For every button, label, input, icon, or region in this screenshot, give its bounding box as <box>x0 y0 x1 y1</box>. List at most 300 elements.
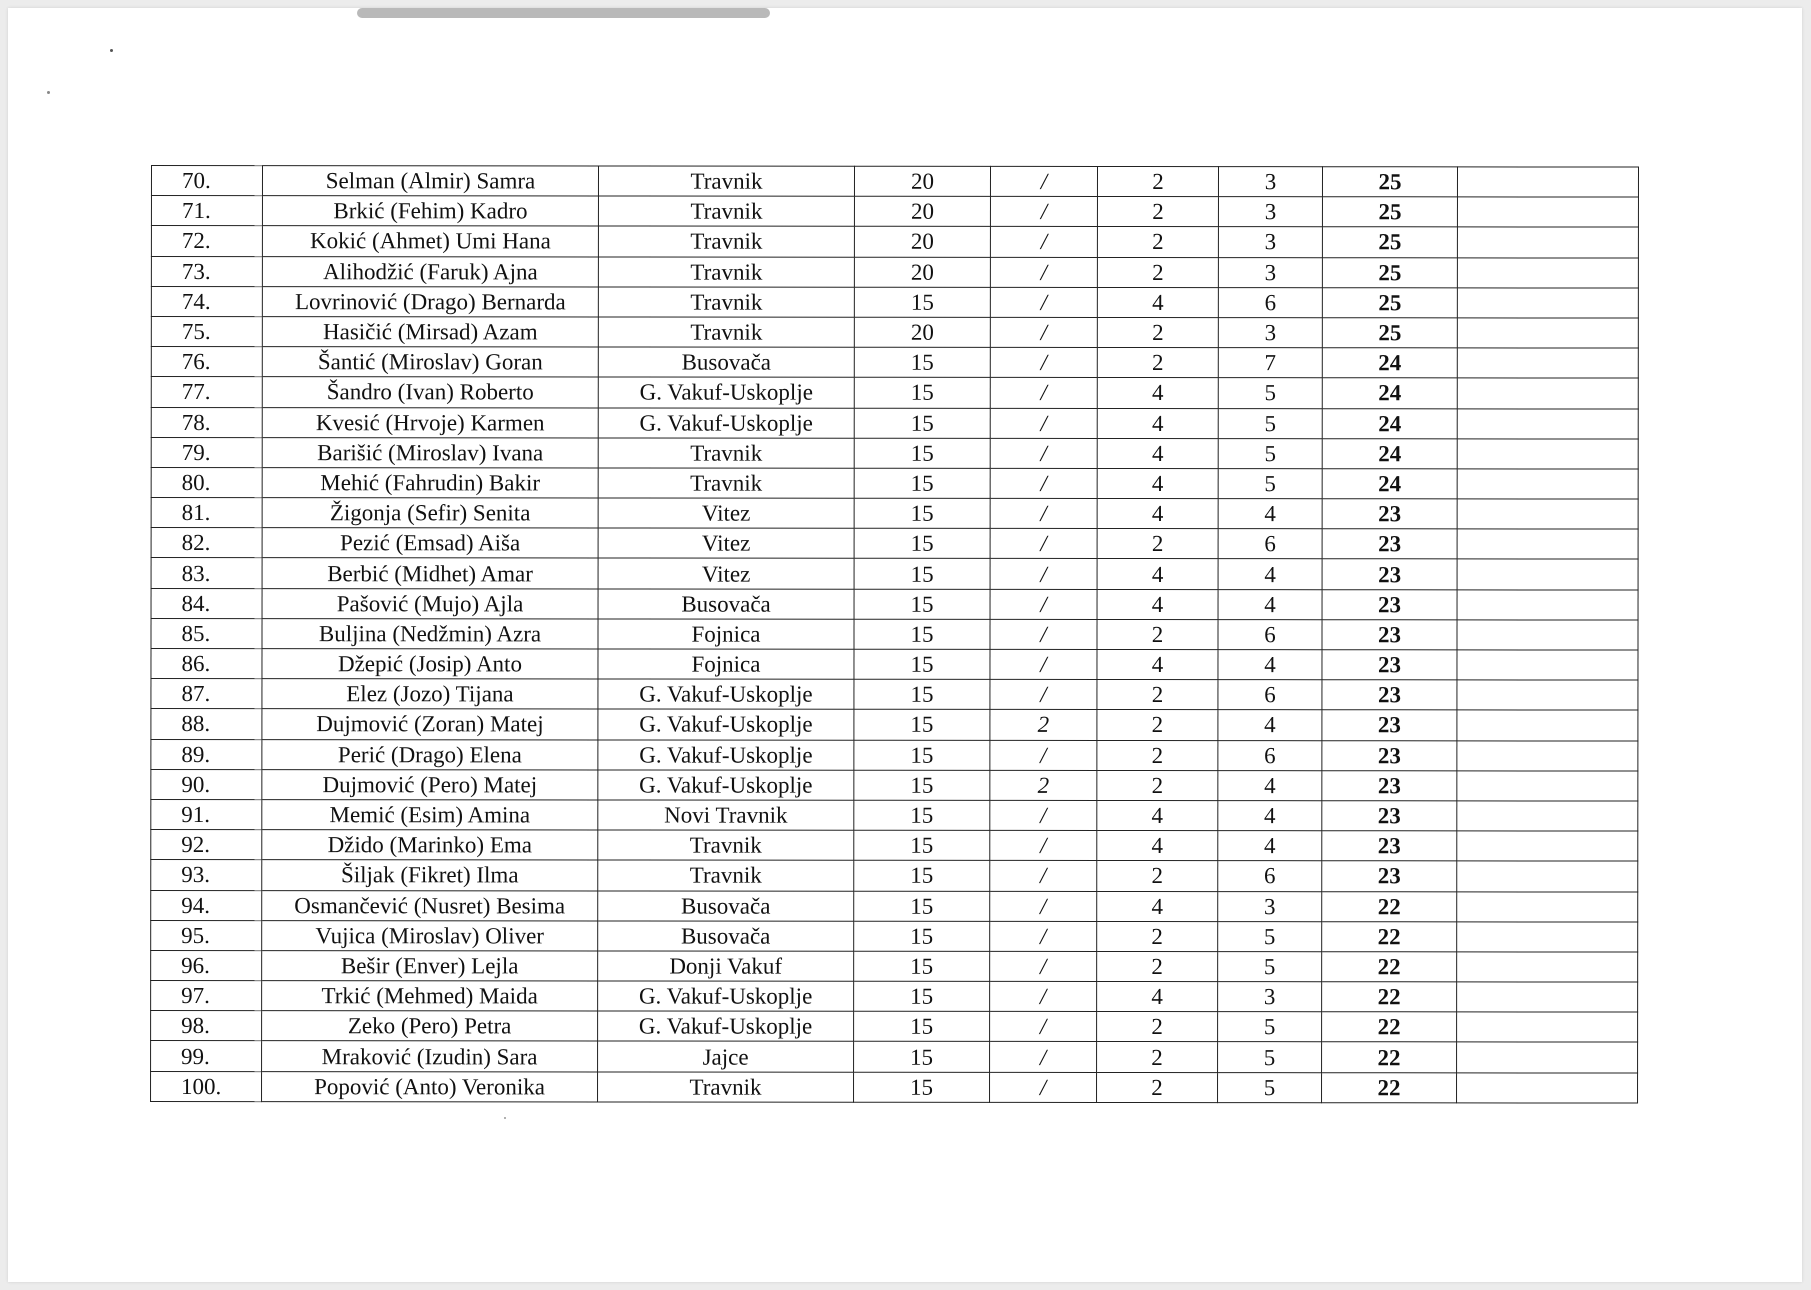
score-b-cell: / <box>990 740 1097 770</box>
municipality-cell: G. Vakuf-Uskoplje <box>598 377 854 407</box>
municipality-cell: Travnik <box>598 860 854 890</box>
score-a-cell: 20 <box>854 166 990 196</box>
results-table-body <box>151 166 1639 1103</box>
note-cell <box>1457 257 1638 287</box>
student-name-cell: Vujica (Miroslav) Oliver <box>262 920 598 951</box>
student-name-cell: Pezić (Emsad) Aiša <box>262 528 598 559</box>
municipality-cell: Donji Vakuf <box>598 951 854 981</box>
table-row <box>151 437 1638 469</box>
student-name-cell: Brkić (Fehim) Kadro <box>262 196 598 227</box>
score-a-cell: 15 <box>854 498 990 528</box>
row-number-cell: 92. <box>151 830 262 860</box>
table-row <box>151 799 1638 831</box>
note-cell <box>1457 288 1638 318</box>
score-d-cell: 4 <box>1218 831 1322 861</box>
table-row <box>151 981 1638 1013</box>
table-row <box>151 377 1638 409</box>
score-a-cell: 15 <box>854 710 990 740</box>
score-c-cell: 4 <box>1097 891 1218 921</box>
student-name-cell: Džido (Marinko) Ema <box>262 830 598 861</box>
score-b-cell: / <box>990 680 1097 710</box>
row-number-cell: 88. <box>151 709 262 739</box>
score-a-cell: 15 <box>854 287 990 317</box>
student-name-cell: Elez (Jozo) Tijana <box>262 679 598 710</box>
municipality-cell: Novi Travnik <box>598 800 854 830</box>
table-row <box>151 588 1638 620</box>
score-a-cell: 15 <box>854 649 990 679</box>
score-a-cell: 15 <box>854 528 990 558</box>
score-d-cell: 5 <box>1218 1012 1322 1042</box>
score-c-cell: 2 <box>1097 740 1218 770</box>
row-number-cell: 75. <box>151 316 262 346</box>
municipality-cell: Travnik <box>598 226 854 256</box>
student-name-cell: Buljina (Nedžmin) Azra <box>262 618 598 649</box>
score-c-cell: 4 <box>1097 982 1218 1012</box>
table-row <box>151 316 1638 348</box>
score-c-cell: 4 <box>1097 287 1218 317</box>
score-c-cell: 2 <box>1097 166 1218 196</box>
scan-speck <box>504 1117 506 1119</box>
score-b-cell: / <box>990 408 1097 438</box>
row-number-cell: 79. <box>151 437 262 467</box>
score-d-cell: 3 <box>1218 197 1322 227</box>
score-a-cell: 15 <box>854 378 990 408</box>
row-number-cell: 93. <box>151 860 262 890</box>
score-a-cell: 15 <box>854 830 990 860</box>
note-cell <box>1457 982 1638 1012</box>
total-points-cell: 22 <box>1322 982 1457 1012</box>
note-cell <box>1457 650 1638 680</box>
total-points-cell: 23 <box>1322 589 1457 619</box>
row-number-cell: 91. <box>151 799 262 829</box>
student-name-cell: Zeko (Pero) Petra <box>262 1011 598 1042</box>
row-number-cell: 77. <box>151 377 262 407</box>
row-number-cell: 99. <box>151 1041 262 1071</box>
municipality-cell: Fojnica <box>598 619 854 649</box>
total-points-cell: 22 <box>1322 952 1457 982</box>
table-row <box>151 498 1638 530</box>
score-b-cell: / <box>990 227 1097 257</box>
score-c-cell: 4 <box>1097 831 1218 861</box>
score-c-cell: 2 <box>1097 317 1218 347</box>
table-row <box>151 1071 1638 1103</box>
note-cell <box>1457 348 1638 378</box>
municipality-cell: Vitez <box>598 558 854 588</box>
score-b-cell: / <box>990 921 1097 951</box>
total-points-cell: 23 <box>1322 620 1457 650</box>
note-cell <box>1457 197 1638 227</box>
total-points-cell: 22 <box>1322 891 1457 921</box>
score-d-cell: 3 <box>1218 891 1322 921</box>
score-b-cell: / <box>990 529 1097 559</box>
note-cell <box>1457 439 1638 469</box>
total-points-cell: 24 <box>1322 408 1457 438</box>
total-points-cell: 24 <box>1322 378 1457 408</box>
score-b-cell: / <box>990 1012 1097 1042</box>
note-cell <box>1457 1072 1638 1102</box>
score-a-cell: 15 <box>854 1072 990 1102</box>
score-d-cell: 6 <box>1218 680 1322 710</box>
score-d-cell: 4 <box>1218 650 1322 680</box>
table-row <box>151 950 1638 982</box>
note-cell <box>1457 710 1638 740</box>
student-name-cell: Popović (Anto) Veronika <box>262 1071 598 1102</box>
score-b-cell: / <box>990 1072 1097 1102</box>
note-cell <box>1457 529 1638 559</box>
student-name-cell: Trkić (Mehmed) Maida <box>262 981 598 1012</box>
student-name-cell: Lovrinović (Drago) Bernarda <box>262 286 598 317</box>
municipality-cell: Busovača <box>598 890 854 920</box>
results-table <box>150 165 1639 1103</box>
total-points-cell: 25 <box>1322 287 1457 317</box>
note-cell <box>1457 378 1638 408</box>
row-number-cell: 98. <box>151 1011 262 1041</box>
note-cell <box>1457 952 1638 982</box>
student-name-cell: Kokić (Ahmet) Umi Hana <box>262 226 598 257</box>
table-row <box>151 920 1638 952</box>
note-cell <box>1457 469 1638 499</box>
table-row <box>151 890 1638 922</box>
score-b-cell: / <box>990 317 1097 347</box>
total-points-cell: 24 <box>1322 469 1457 499</box>
note-cell <box>1457 499 1638 529</box>
score-a-cell: 15 <box>854 589 990 619</box>
table-row <box>151 709 1638 741</box>
score-b-cell: / <box>990 831 1097 861</box>
score-b-cell: / <box>990 287 1097 317</box>
student-name-cell: Berbić (Midhet) Amar <box>262 558 598 589</box>
score-b-cell: / <box>990 348 1097 378</box>
row-number-cell: 73. <box>151 256 262 286</box>
score-c-cell: 4 <box>1097 589 1218 619</box>
row-number-cell: 94. <box>151 890 262 920</box>
municipality-cell: G. Vakuf-Uskoplje <box>598 709 854 739</box>
score-d-cell: 6 <box>1218 287 1322 317</box>
note-cell <box>1457 922 1638 952</box>
table-row <box>151 196 1638 228</box>
score-c-cell: 2 <box>1097 861 1218 891</box>
total-points-cell: 25 <box>1322 197 1457 227</box>
municipality-cell: G. Vakuf-Uskoplje <box>598 1011 854 1041</box>
score-d-cell: 4 <box>1218 770 1322 800</box>
total-points-cell: 23 <box>1322 650 1457 680</box>
row-number-cell: 82. <box>151 528 262 558</box>
scan-speck <box>47 91 50 94</box>
score-c-cell: 4 <box>1097 438 1218 468</box>
score-a-cell: 15 <box>854 619 990 649</box>
table-row <box>151 256 1638 288</box>
score-b-cell: 2 <box>990 770 1097 800</box>
score-d-cell: 3 <box>1218 318 1322 348</box>
score-d-cell: 4 <box>1218 499 1322 529</box>
student-name-cell: Osmančević (Nusret) Besima <box>262 890 598 921</box>
municipality-cell: Busovača <box>598 347 854 377</box>
score-d-cell: 4 <box>1218 589 1322 619</box>
municipality-cell: Travnik <box>598 830 854 860</box>
table-row <box>151 1041 1638 1073</box>
score-d-cell: 6 <box>1218 619 1322 649</box>
table-row <box>151 1011 1638 1043</box>
student-name-cell: Alihodžić (Faruk) Ajna <box>262 256 598 287</box>
table-row <box>151 286 1638 318</box>
note-cell <box>1457 740 1638 770</box>
row-number-cell: 80. <box>151 467 262 497</box>
score-d-cell: 3 <box>1218 982 1322 1012</box>
table-row <box>151 467 1638 499</box>
row-number-cell: 84. <box>151 588 262 618</box>
municipality-cell: G. Vakuf-Uskoplje <box>598 981 854 1011</box>
municipality-cell: G. Vakuf-Uskoplje <box>598 679 854 709</box>
score-d-cell: 3 <box>1218 167 1322 197</box>
row-number-cell: 83. <box>151 558 262 588</box>
row-number-cell: 95. <box>151 920 262 950</box>
score-a-cell: 15 <box>854 438 990 468</box>
municipality-cell: Travnik <box>598 317 854 347</box>
total-points-cell: 22 <box>1322 1042 1457 1072</box>
row-number-cell: 71. <box>151 196 262 226</box>
student-name-cell: Dujmović (Pero) Matej <box>262 769 598 800</box>
row-number-cell: 74. <box>151 286 262 316</box>
student-name-cell: Šiljak (Fikret) Ilma <box>262 860 598 891</box>
total-points-cell: 25 <box>1322 318 1457 348</box>
table-row <box>151 347 1638 379</box>
score-a-cell: 20 <box>854 227 990 257</box>
municipality-cell: Travnik <box>598 287 854 317</box>
score-d-cell: 4 <box>1218 710 1322 740</box>
student-name-cell: Bešir (Enver) Lejla <box>262 950 598 981</box>
total-points-cell: 23 <box>1322 499 1457 529</box>
score-b-cell: 2 <box>990 710 1097 740</box>
student-name-cell: Barišić (Miroslav) Ivana <box>262 437 598 468</box>
score-c-cell: 2 <box>1097 197 1218 227</box>
municipality-cell: Jajce <box>598 1041 854 1071</box>
municipality-cell: Travnik <box>598 438 854 468</box>
row-number-cell: 100. <box>151 1071 262 1101</box>
score-d-cell: 3 <box>1218 257 1322 287</box>
score-b-cell: / <box>990 891 1097 921</box>
score-d-cell: 4 <box>1218 801 1322 831</box>
table-row <box>151 830 1638 862</box>
score-b-cell: / <box>990 649 1097 679</box>
score-a-cell: 20 <box>854 317 990 347</box>
score-c-cell: 2 <box>1097 680 1218 710</box>
score-b-cell: / <box>990 257 1097 287</box>
municipality-cell: G. Vakuf-Uskoplje <box>598 740 854 770</box>
score-a-cell: 15 <box>854 981 990 1011</box>
table-row <box>151 860 1638 892</box>
municipality-cell: Vitez <box>598 528 854 558</box>
student-name-cell: Selman (Almir) Samra <box>262 166 598 197</box>
score-b-cell: / <box>990 589 1097 619</box>
score-a-cell: 15 <box>854 468 990 498</box>
score-c-cell: 2 <box>1097 227 1218 257</box>
note-cell <box>1457 771 1638 801</box>
score-b-cell: / <box>990 1042 1097 1072</box>
score-b-cell: / <box>990 468 1097 498</box>
score-a-cell: 15 <box>854 921 990 951</box>
row-number-cell: 96. <box>151 950 262 980</box>
score-d-cell: 6 <box>1218 740 1322 770</box>
student-name-cell: Šantić (Miroslav) Goran <box>262 347 598 378</box>
score-d-cell: 5 <box>1218 408 1322 438</box>
note-cell <box>1457 589 1638 619</box>
table-row <box>151 528 1638 560</box>
score-c-cell: 4 <box>1097 468 1218 498</box>
score-c-cell: 2 <box>1097 1012 1218 1042</box>
note-cell <box>1457 1042 1638 1072</box>
score-d-cell: 5 <box>1218 951 1322 981</box>
municipality-cell: Busovača <box>598 589 854 619</box>
note-cell <box>1457 1012 1638 1042</box>
total-points-cell: 24 <box>1322 438 1457 468</box>
total-points-cell: 23 <box>1322 680 1457 710</box>
row-number-cell: 81. <box>151 498 262 528</box>
score-a-cell: 15 <box>854 408 990 438</box>
score-d-cell: 5 <box>1218 1072 1322 1102</box>
score-b-cell: / <box>990 166 1097 196</box>
score-d-cell: 5 <box>1218 468 1322 498</box>
note-cell <box>1457 167 1638 197</box>
student-name-cell: Pašović (Mujo) Ajla <box>262 588 598 619</box>
score-c-cell: 2 <box>1097 619 1218 649</box>
total-points-cell: 23 <box>1322 529 1457 559</box>
score-c-cell: 2 <box>1097 348 1218 378</box>
municipality-cell: Travnik <box>598 1072 854 1102</box>
note-cell <box>1457 891 1638 921</box>
total-points-cell: 22 <box>1322 921 1457 951</box>
total-points-cell: 23 <box>1322 861 1457 891</box>
municipality-cell: Busovača <box>598 921 854 951</box>
note-cell <box>1457 227 1638 257</box>
score-a-cell: 15 <box>854 800 990 830</box>
score-c-cell: 4 <box>1097 649 1218 679</box>
total-points-cell: 23 <box>1322 770 1457 800</box>
note-cell <box>1457 318 1638 348</box>
total-points-cell: 25 <box>1322 227 1457 257</box>
table-row <box>151 769 1638 801</box>
total-points-cell: 22 <box>1322 1012 1457 1042</box>
table-row <box>151 226 1638 258</box>
note-cell <box>1457 620 1638 650</box>
score-a-cell: 15 <box>854 1011 990 1041</box>
score-b-cell: / <box>990 498 1097 528</box>
row-number-cell: 97. <box>151 981 262 1011</box>
total-points-cell: 23 <box>1322 801 1457 831</box>
table-row <box>151 679 1638 711</box>
score-c-cell: 4 <box>1097 800 1218 830</box>
score-b-cell: / <box>990 438 1097 468</box>
score-a-cell: 15 <box>854 891 990 921</box>
table-row <box>151 407 1638 439</box>
score-a-cell: 15 <box>854 1042 990 1072</box>
row-number-cell: 86. <box>151 649 262 679</box>
municipality-cell: Travnik <box>598 257 854 287</box>
score-d-cell: 5 <box>1218 438 1322 468</box>
total-points-cell: 23 <box>1322 559 1457 589</box>
municipality-cell: Travnik <box>598 196 854 226</box>
score-b-cell: / <box>990 559 1097 589</box>
score-d-cell: 6 <box>1218 861 1322 891</box>
table-row <box>151 618 1638 650</box>
score-c-cell: 2 <box>1097 257 1218 287</box>
student-name-cell: Žigonja (Sefir) Senita <box>262 498 598 529</box>
score-d-cell: 4 <box>1218 559 1322 589</box>
score-b-cell: / <box>990 861 1097 891</box>
total-points-cell: 24 <box>1322 348 1457 378</box>
student-name-cell: Džepić (Josip) Anto <box>262 649 598 680</box>
note-cell <box>1457 559 1638 589</box>
score-b-cell: / <box>990 197 1097 227</box>
note-cell <box>1457 831 1638 861</box>
score-b-cell: / <box>990 981 1097 1011</box>
student-name-cell: Perić (Drago) Elena <box>262 739 598 770</box>
note-cell <box>1457 680 1638 710</box>
score-b-cell: / <box>990 951 1097 981</box>
student-name-cell: Hasičić (Mirsad) Azam <box>262 317 598 348</box>
table-row <box>151 739 1638 771</box>
table-row <box>151 649 1638 681</box>
score-d-cell: 7 <box>1218 348 1322 378</box>
municipality-cell: Travnik <box>598 468 854 498</box>
student-name-cell: Mraković (Izudin) Sara <box>262 1041 598 1072</box>
row-number-cell: 89. <box>151 739 262 769</box>
total-points-cell: 23 <box>1322 740 1457 770</box>
total-points-cell: 25 <box>1322 257 1457 287</box>
score-a-cell: 15 <box>854 559 990 589</box>
score-a-cell: 15 <box>854 740 990 770</box>
total-points-cell: 25 <box>1322 167 1457 197</box>
municipality-cell: Vitez <box>598 498 854 528</box>
row-number-cell: 90. <box>151 769 262 799</box>
student-name-cell: Memić (Esim) Amina <box>262 800 598 831</box>
row-number-cell: 85. <box>151 618 262 648</box>
table-row <box>151 558 1638 590</box>
row-number-cell: 76. <box>151 347 262 377</box>
student-name-cell: Kvesić (Hrvoje) Karmen <box>262 407 598 438</box>
total-points-cell: 23 <box>1322 831 1457 861</box>
score-d-cell: 3 <box>1218 227 1322 257</box>
municipality-cell: Travnik <box>598 166 854 196</box>
score-a-cell: 15 <box>854 861 990 891</box>
score-c-cell: 4 <box>1097 559 1218 589</box>
note-cell <box>1457 408 1638 438</box>
municipality-cell: Fojnica <box>598 649 854 679</box>
row-number-cell: 78. <box>151 407 262 437</box>
total-points-cell: 22 <box>1322 1072 1457 1102</box>
row-number-cell: 87. <box>151 679 262 709</box>
score-d-cell: 5 <box>1218 921 1322 951</box>
scan-speck <box>110 49 113 52</box>
score-c-cell: 2 <box>1097 770 1218 800</box>
score-d-cell: 5 <box>1218 1042 1322 1072</box>
student-name-cell: Dujmović (Zoran) Matej <box>262 709 598 740</box>
score-c-cell: 2 <box>1097 1072 1218 1102</box>
total-points-cell: 23 <box>1322 710 1457 740</box>
table-row <box>151 166 1638 198</box>
score-b-cell: / <box>990 800 1097 830</box>
horizontal-scrollbar-thumb[interactable] <box>357 8 770 18</box>
note-cell <box>1457 861 1638 891</box>
municipality-cell: G. Vakuf-Uskoplje <box>598 407 854 437</box>
municipality-cell: G. Vakuf-Uskoplje <box>598 770 854 800</box>
score-a-cell: 15 <box>854 679 990 709</box>
score-c-cell: 4 <box>1097 408 1218 438</box>
student-name-cell: Mehić (Fahrudin) Bakir <box>262 467 598 498</box>
score-a-cell: 15 <box>854 347 990 377</box>
score-a-cell: 15 <box>854 951 990 981</box>
row-number-cell: 72. <box>151 226 262 256</box>
score-c-cell: 2 <box>1097 1042 1218 1072</box>
